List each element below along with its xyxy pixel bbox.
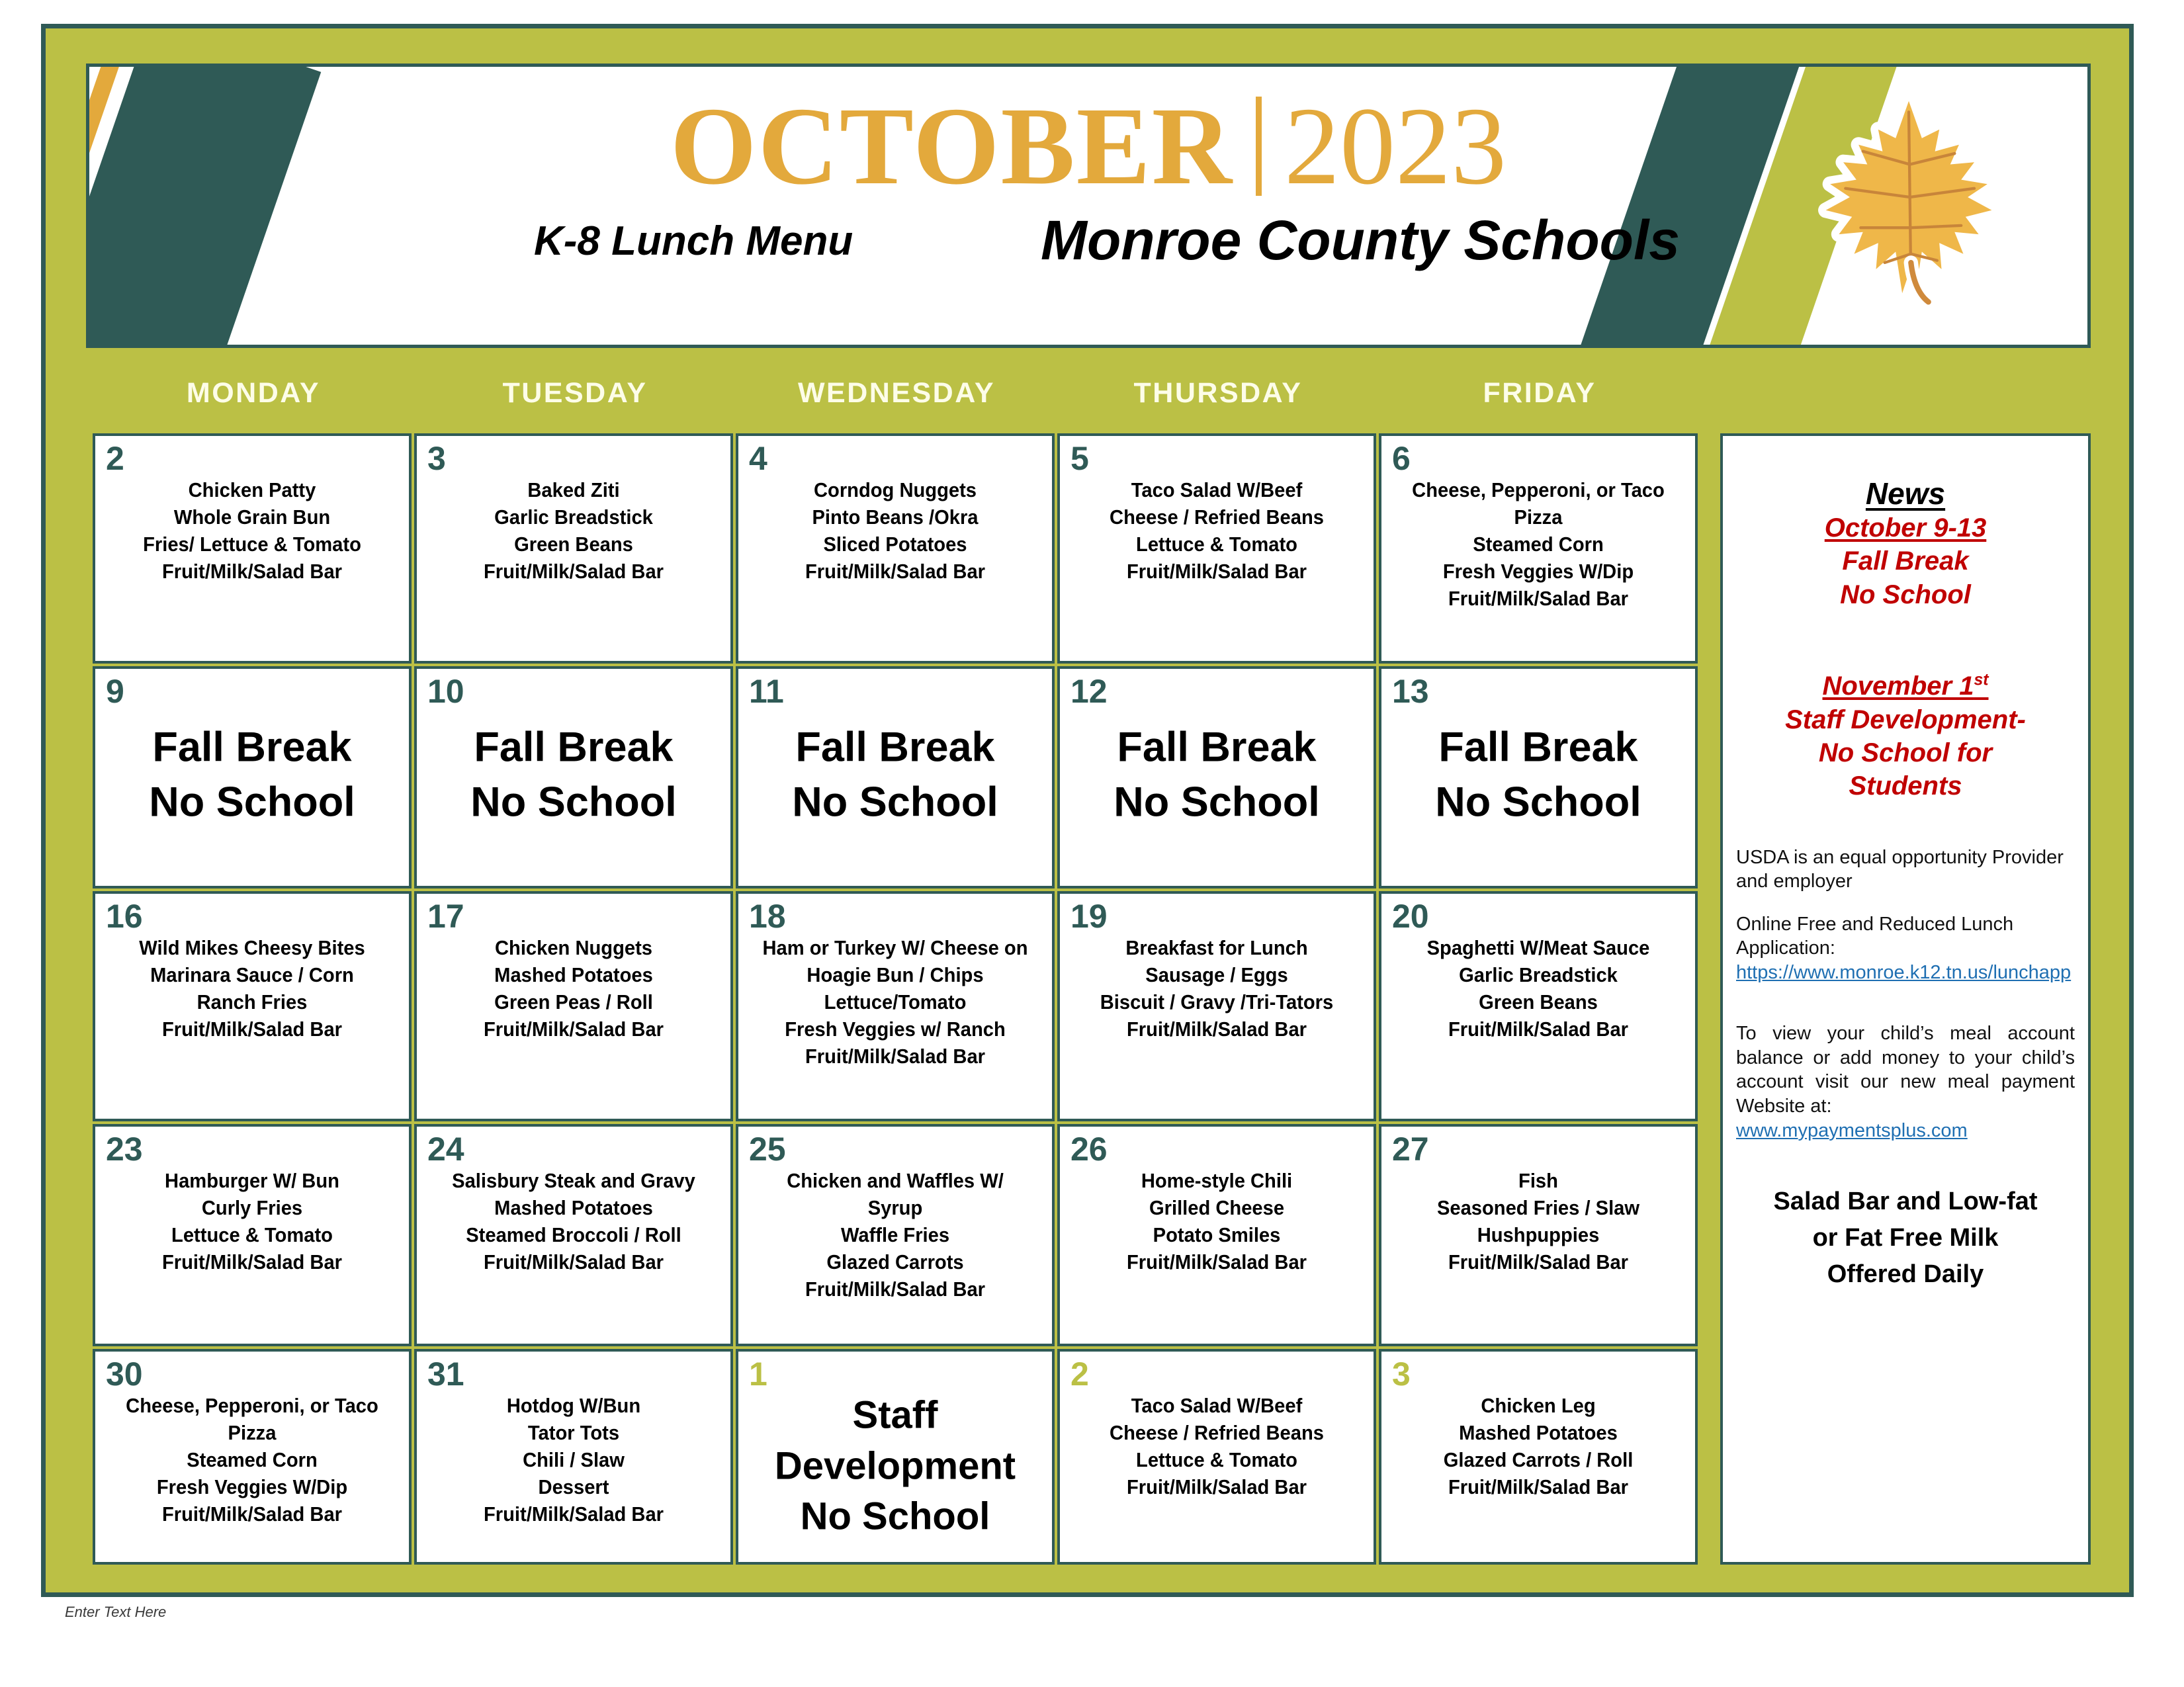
day-number: 25	[749, 1131, 786, 1168]
news-spacer	[1736, 611, 2075, 670]
menu-item: Ranch Fries	[197, 990, 308, 1014]
calendar-day-cell	[414, 891, 733, 1121]
notice-staff-date	[1736, 670, 2075, 703]
menu-items	[431, 477, 717, 585]
menu-item: Taco Salad W/Beef	[1131, 478, 1303, 501]
payment-link[interactable]: www.mypaymentsplus.com	[1736, 1119, 1968, 1141]
day-number: 2	[1070, 1356, 1089, 1393]
menu-item: Fresh Veggies w/ Ranch	[785, 1017, 1006, 1041]
menu-item: Seasoned Fries / Slaw	[1436, 1195, 1640, 1219]
calendar-grid	[93, 433, 1700, 1567]
menu-item: Marinara Sauce / Corn	[150, 963, 354, 986]
menu-item: Fresh Veggies W/Dip	[1442, 559, 1634, 583]
day-number: 2	[106, 440, 124, 477]
usda-block	[1736, 845, 2075, 1143]
year-title: 2023	[1284, 85, 1507, 208]
menu-item: Fruit/Milk/Salad Bar	[1448, 1475, 1629, 1498]
no-school-line: Fall Break	[795, 724, 995, 771]
menu-item: Steamed Corn	[1473, 532, 1604, 556]
menu-item: Fruit/Milk/Salad Bar	[805, 1044, 986, 1068]
calendar-day-cell	[1379, 433, 1698, 664]
menu-item: Curly Fries	[201, 1195, 303, 1219]
link-spacer-2	[1736, 1003, 2075, 1021]
menu-item: Home-style Chili	[1141, 1169, 1293, 1192]
notice-fall-break	[1736, 511, 2075, 611]
menu-item: Baked Ziti	[527, 478, 620, 501]
menu-item: Fries/ Lettuce & Tomato	[143, 532, 361, 556]
notice-staff-line2: Staff Development-	[1785, 705, 2026, 734]
day-number: 17	[427, 898, 464, 935]
day-number: 10	[427, 673, 464, 710]
menu-item: Hamburger W/ Bun	[165, 1169, 339, 1192]
usda-spacer	[1736, 894, 2075, 912]
notice-staff-date-base: November 1	[1822, 671, 1974, 701]
menu-item: Hoagie Bun / Chips	[807, 963, 984, 986]
day-number: 27	[1392, 1131, 1429, 1168]
menu-items	[1074, 1393, 1360, 1501]
day-number: 26	[1070, 1131, 1108, 1168]
menu-item: Lettuce & Tomato	[1136, 1448, 1297, 1471]
menu-items	[110, 1393, 395, 1528]
calendar-day-cell	[93, 1124, 412, 1346]
no-school-notice	[1385, 720, 1691, 830]
lunch-app-link[interactable]: https://www.monroe.k12.tn.us/lunchapp	[1736, 961, 2072, 983]
lunch-app-label: Online Free and Reduced Lunch Application:	[1736, 913, 2014, 959]
menu-item: Dessert	[538, 1475, 609, 1498]
menu-items	[753, 1168, 1038, 1303]
decorative-teal-stripe-left	[89, 67, 321, 345]
calendar-day-cell	[414, 666, 733, 888]
menu-item: Waffle Fries	[840, 1223, 950, 1246]
calendar-day-cell	[414, 433, 733, 664]
menu-items	[1396, 935, 1681, 1043]
calendar-day-cell	[1379, 891, 1698, 1121]
menu-item: Potato Smiles	[1153, 1223, 1281, 1246]
no-school-line: No School	[800, 1494, 990, 1538]
menu-item: Green Peas / Roll	[494, 990, 653, 1014]
salad-line-3: Offered Daily	[1827, 1260, 1984, 1289]
day-number: 4	[749, 440, 767, 477]
menu-item: Lettuce & Tomato	[1136, 532, 1297, 556]
menu-items	[753, 477, 1038, 585]
link-spacer	[1736, 984, 2075, 1003]
no-school-notice	[421, 720, 726, 830]
day-number: 23	[106, 1131, 143, 1168]
no-school-line: No School	[149, 779, 355, 826]
menu-item: Sliced Potatoes	[823, 532, 967, 556]
menu-item: Spaghetti W/Meat Sauce	[1426, 936, 1650, 959]
day-number: 18	[749, 898, 786, 935]
weekday-friday: FRIDAY	[1483, 377, 1596, 409]
no-school-line: Staff	[852, 1393, 938, 1437]
calendar-day-cell	[414, 1124, 733, 1346]
menu-item: Fruit/Milk/Salad Bar	[805, 1277, 986, 1301]
day-number: 16	[106, 898, 143, 935]
calendar-day-cell	[1379, 1124, 1698, 1346]
no-school-line: Development	[774, 1444, 1016, 1488]
calendar-day-cell	[736, 891, 1055, 1121]
news-sidebar	[1720, 433, 2091, 1565]
salad-bar-notice	[1736, 1184, 2075, 1293]
menu-item: Fruit/Milk/Salad Bar	[161, 1017, 343, 1041]
calendar-day-cell	[736, 1349, 1055, 1565]
menu-item: Cheese / Refried Beans	[1110, 1420, 1324, 1444]
no-school-line: No School	[792, 779, 998, 826]
calendar-day-cell	[93, 433, 412, 664]
menu-item: Sausage / Eggs	[1145, 963, 1288, 986]
notice-fall-break-line2: Fall Break	[1842, 546, 1969, 576]
menu-items	[110, 477, 395, 585]
day-number: 12	[1070, 673, 1108, 710]
menu-item: Corndog Nuggets	[813, 478, 977, 501]
weekday-tuesday: TUESDAY	[502, 377, 648, 409]
calendar-day-cell	[1057, 433, 1376, 664]
menu-item: Wild Mikes Cheesy Bites	[139, 936, 365, 959]
menu-item: Green Beans	[514, 532, 633, 556]
day-number: 1	[749, 1356, 767, 1393]
menu-item: Breakfast for Lunch	[1125, 936, 1308, 959]
calendar-day-cell	[1057, 891, 1376, 1121]
menu-item: Fruit/Milk/Salad Bar	[1126, 1475, 1307, 1498]
notice-fall-break-dates: October 9-13	[1824, 513, 1987, 542]
menu-item: Green Beans	[1479, 990, 1598, 1014]
day-number: 31	[427, 1356, 464, 1393]
menu-item: Tator Tots	[527, 1420, 620, 1444]
menu-item: Cheese / Refried Beans	[1110, 505, 1324, 529]
day-number: 24	[427, 1131, 464, 1168]
menu-items	[1074, 935, 1360, 1043]
calendar-day-cell	[1057, 666, 1376, 888]
notice-fall-break-line3: No School	[1840, 580, 1971, 609]
menu-item: Syrup	[867, 1195, 923, 1219]
calendar-day-cell	[93, 891, 412, 1121]
menu-item: Fruit/Milk/Salad Bar	[161, 559, 343, 583]
menu-items	[1396, 1168, 1681, 1276]
menu-item: Fruit/Milk/Salad Bar	[805, 559, 986, 583]
menu-item: Taco Salad W/Beef	[1131, 1394, 1303, 1417]
menu-item: Pinto Beans /Okra	[812, 505, 979, 529]
menu-item: Fruit/Milk/Salad Bar	[161, 1502, 343, 1526]
menu-items	[753, 935, 1038, 1070]
header-banner	[86, 64, 2091, 348]
menu-item: Garlic Breadstick	[1459, 963, 1618, 986]
menu-items	[1396, 477, 1681, 613]
menu-item: Pizza	[1514, 505, 1563, 529]
no-school-line: Fall Break	[474, 724, 674, 771]
no-school-line: Fall Break	[1117, 724, 1317, 771]
day-number: 3	[427, 440, 446, 477]
menu-item: Chicken Nuggets	[494, 936, 653, 959]
menu-item: Fruit/Milk/Salad Bar	[1126, 1250, 1307, 1274]
menu-item: Fruit/Milk/Salad Bar	[1126, 559, 1307, 583]
calendar-day-cell	[414, 1349, 733, 1565]
notice-staff-line4: Students	[1849, 771, 1962, 801]
month-title: OCTOBER	[670, 85, 1234, 208]
menu-item: Glazed Carrots / Roll	[1443, 1448, 1634, 1471]
maple-leaf-icon	[1800, 88, 2018, 306]
notice-staff-date-suffix: st	[1974, 671, 1989, 689]
menu-items	[1074, 1168, 1360, 1276]
calendar-day-cell	[1057, 1349, 1376, 1565]
menu-item: Fruit/Milk/Salad Bar	[483, 1250, 664, 1274]
day-number: 19	[1070, 898, 1108, 935]
no-school-notice	[1064, 720, 1370, 830]
weekday-monday: MONDAY	[186, 377, 321, 409]
day-number: 11	[749, 673, 784, 710]
no-school-notice	[742, 1391, 1048, 1543]
menu-item: Mashed Potatoes	[494, 1195, 653, 1219]
weekday-thursday: THURSDAY	[1133, 377, 1303, 409]
day-number: 3	[1392, 1356, 1411, 1393]
district-name: Monroe County Schools	[1041, 209, 1680, 271]
no-school-line: No School	[1435, 779, 1641, 826]
day-number: 30	[106, 1356, 143, 1393]
notice-staff-line3: No School for	[1818, 738, 1993, 767]
menu-item: Fruit/Milk/Salad Bar	[483, 1502, 664, 1526]
calendar-day-cell	[736, 433, 1055, 664]
menu-item: Ham or Turkey W/ Cheese on	[762, 936, 1028, 959]
no-school-line: Fall Break	[152, 724, 352, 771]
menu-item: Fruit/Milk/Salad Bar	[1126, 1017, 1307, 1041]
no-school-notice	[742, 720, 1048, 830]
day-number: 6	[1392, 440, 1411, 477]
menu-item: Fruit/Milk/Salad Bar	[1448, 1017, 1629, 1041]
menu-item: Fruit/Milk/Salad Bar	[483, 559, 664, 583]
calendar-day-cell	[1379, 666, 1698, 888]
no-school-line: No School	[1114, 779, 1320, 826]
menu-items	[110, 1168, 395, 1276]
menu-item: Fruit/Milk/Salad Bar	[483, 1017, 664, 1041]
menu-item: Mashed Potatoes	[494, 963, 653, 986]
menu-item: Salisbury Steak and Gravy	[452, 1169, 695, 1192]
menu-item: Chicken and Waffles W/	[787, 1169, 1004, 1192]
menu-item: Chicken Patty	[188, 478, 316, 501]
menu-item: Fruit/Milk/Salad Bar	[1448, 586, 1629, 610]
day-number: 9	[106, 673, 124, 710]
menu-items	[431, 1393, 717, 1528]
no-school-line: No School	[470, 779, 677, 826]
menu-item: Fruit/Milk/Salad Bar	[161, 1250, 343, 1274]
calendar-day-cell	[1379, 1349, 1698, 1565]
menu-item: Cheese, Pepperoni, or Taco	[1412, 478, 1665, 501]
menu-item: Chicken Leg	[1481, 1394, 1596, 1417]
calendar-day-cell	[93, 666, 412, 888]
menu-item: Cheese, Pepperoni, or Taco	[126, 1394, 378, 1417]
menu-item: Pizza	[228, 1420, 277, 1444]
usda-statement: USDA is an equal opportunity Provider and employer	[1736, 846, 2064, 892]
menu-items	[110, 935, 395, 1043]
menu-item: Biscuit / Gravy /Tri-Tators	[1100, 990, 1334, 1014]
menu-scope-label: K-8 Lunch Menu	[534, 218, 853, 264]
no-school-notice	[99, 720, 405, 830]
day-number: 20	[1392, 898, 1429, 935]
no-school-line: Fall Break	[1438, 724, 1638, 771]
news-heading: News	[1865, 476, 1946, 511]
menu-item: Steamed Broccoli / Roll	[466, 1223, 681, 1246]
menu-item: Hotdog W/Bun	[506, 1394, 641, 1417]
menu-item: Mashed Potatoes	[1459, 1420, 1618, 1444]
calendar-day-cell	[93, 1349, 412, 1565]
notice-staff-development	[1736, 670, 2075, 803]
menu-item: Fish	[1518, 1169, 1558, 1192]
weekday-wednesday: WEDNESDAY	[797, 377, 996, 409]
calendar-day-cell	[736, 666, 1055, 888]
menu-item: Hushpuppies	[1477, 1223, 1600, 1246]
weekday-header-row	[93, 377, 1700, 423]
payment-paragraph: To view your child’s meal account balance or add money to your child’s account visit our new meal payment Website at:	[1736, 1023, 2075, 1117]
menu-item: Lettuce/Tomato	[824, 990, 967, 1014]
menu-item: Glazed Carrots	[826, 1250, 964, 1274]
menu-items	[431, 935, 717, 1043]
day-number: 5	[1070, 440, 1089, 477]
menu-item: Whole Grain Bun	[173, 505, 331, 529]
menu-item: Grilled Cheese	[1149, 1195, 1285, 1219]
salad-line-1: Salad Bar and Low-fat	[1773, 1188, 2038, 1216]
menu-items	[431, 1168, 717, 1276]
calendar-day-cell	[1057, 1124, 1376, 1346]
menu-items	[1074, 477, 1360, 585]
salad-line-2: or Fat Free Milk	[1812, 1224, 1999, 1252]
menu-item: Fresh Veggies W/Dip	[156, 1475, 348, 1498]
footer-placeholder-text[interactable]: Enter Text Here	[65, 1604, 167, 1620]
menu-item: Chili / Slaw	[523, 1448, 625, 1471]
menu-item: Fruit/Milk/Salad Bar	[1448, 1250, 1629, 1274]
calendar-day-cell	[736, 1124, 1055, 1346]
day-number: 13	[1392, 673, 1429, 710]
menu-item: Lettuce & Tomato	[171, 1223, 333, 1246]
menu-item: Garlic Breadstick	[494, 505, 653, 529]
menu-item: Steamed Corn	[187, 1448, 318, 1471]
menu-items	[1396, 1393, 1681, 1501]
